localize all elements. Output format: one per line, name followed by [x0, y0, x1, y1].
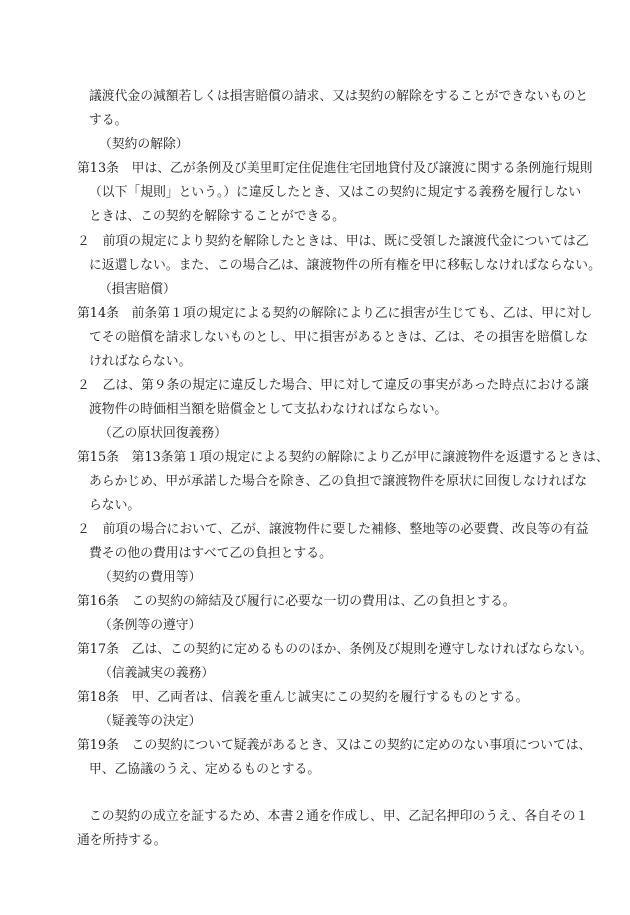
article-19-text: 第19条 この契約について疑義があるとき、又はこの契約に定めのない事項については、: [77, 738, 592, 753]
article-heading: （信義誠実の義務）: [99, 666, 215, 681]
body-text-line: に返還しない。また、この場合乙は、譲渡物件の所有権を甲に移転しなければならない。: [89, 258, 601, 273]
article-heading: （疑義等の決定）: [99, 714, 202, 729]
article-18-text: 第18条 甲、乙両者は、信義を重んじ誠実にこの契約を履行するものとする。: [77, 690, 529, 705]
paragraph-2-text: ２ 乙は、第９条の規定に違反した場合、甲に対して違反の事実があった時点における譲: [77, 378, 589, 393]
body-text-line: 費その他の費用はすべて乙の負担とする。: [89, 546, 332, 561]
body-text-line: らない。: [89, 498, 141, 513]
paragraph-2-text: ２ 前項の場合において、乙が、譲渡物件に要した補修、整地等の必要費、改良等の有益: [77, 522, 589, 537]
article-17-text: 第17条 乙は、この契約に定めるもののほか、条例及び規則を遵守しなければならない。: [77, 642, 593, 657]
body-text-line: する。: [89, 113, 128, 128]
closing-statement: この契約の成立を証するため、本書２通を作成し、甲、乙記名押印のうえ、各自その１: [89, 809, 589, 824]
body-text-line: 渡物件の時価相当額を賠償金として支払わなければならない。: [89, 402, 448, 417]
body-text-line: ときは、この契約を解除することができる。: [89, 209, 345, 224]
article-heading: （条例等の遵守）: [99, 618, 202, 633]
body-text-line: あらかじめ、甲が承諾した場合を除き、乙の負担で譲渡物件を原状に回復しなければな: [89, 474, 588, 489]
closing-statement-continued: 通を所持する。: [77, 833, 167, 848]
body-text-line: 甲、乙協議のうえ、定めるものとする。: [89, 762, 321, 777]
body-text-line: ければならない。: [89, 354, 192, 369]
paragraph-2-text: ２ 前項の規定により契約を解除したときは、甲は、既に受領した譲渡代金については乙: [77, 234, 589, 249]
body-text-line: （以下「規則」という。）に違反したとき、又はこの契約に規定する義務を履行しない: [89, 185, 582, 200]
article-heading: （乙の原状回復義務）: [99, 426, 227, 441]
article-16-text: 第16条 この契約の締結及び履行に必要な一切の費用は、乙の負担とする。: [77, 594, 516, 609]
body-text-line: てその賠償を請求しないものとし、甲に損害があるときは、乙は、その損害を賠償しな: [89, 330, 589, 345]
article-13-text: 第13条 甲は、乙が条例及び美里町定住促進住宅団地貸付及び譲渡に関する条例施行規則: [77, 161, 593, 176]
article-heading: （損害賠償）: [99, 282, 176, 297]
article-14-text: 第14条 前条第１項の規定による契約の解除により乙に損害が生じても、乙は、甲に対し: [77, 306, 593, 321]
article-heading: （契約の費用等）: [99, 570, 202, 585]
article-heading: （契約の解除）: [99, 137, 189, 152]
article-15-text: 第15条 第13条第１項の規定による契約の解除により乙が甲に譲渡物件を返還するときは、: [77, 450, 609, 465]
body-text-line: 議渡代金の減額若しくは損害賠償の請求、又は契約の解除をすることができないものと: [89, 89, 589, 104]
